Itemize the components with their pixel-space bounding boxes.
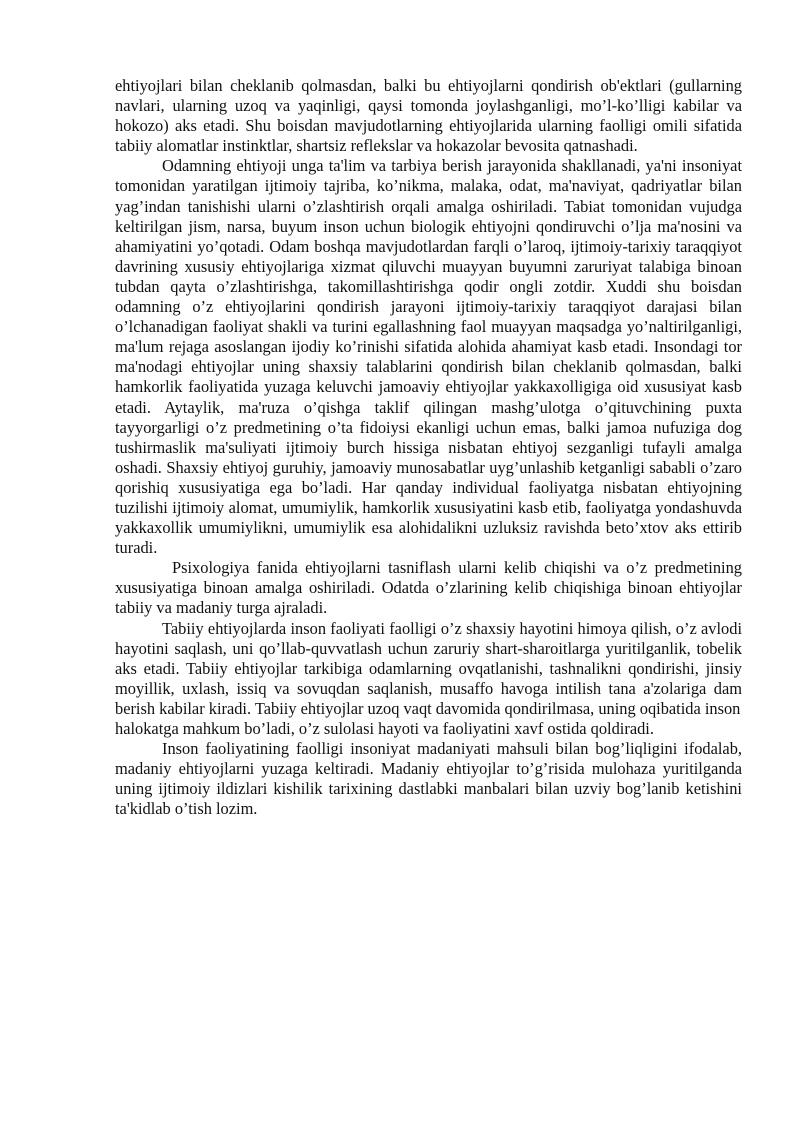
paragraph-6: Inson faoliyatining faolligi insoniyat madaniyati mahsuli bilan bog’liqligini ifodalab, madaniy ehtiyojlarni yuzaga keltiradi. Madaniy ehtiyojlar to’g’risida mulohaza yuritilganda uning ijtimoiy ildizlari kishilik tarixining dastlabki manbalari bilan uzviy bog’lanib ketishini ta'kidlab o’tish lozim. (115, 739, 742, 819)
paragraph-1: ehtiyojlari bilan cheklanib qolmasdan, balki bu ehtiyojlarni qondirish ob'ektlari (gullarning navlari, ularning uzoq va yaqinligi, qaysi tomonda joylashganligi, mo’l-ko’lligi kabilar va hokozo) aks etadi. Shu boisdan mavjudotlarning ehtiyojlarida ularning faolligi omili sifatida tabiiy alomatlar instinktlar, shartsiz reflekslar va hokazolar bevosita qatnashadi. (115, 76, 742, 156)
paragraph-4: Tabiiy ehtiyojlarda inson faoliyati faolligi o’z shaxsiy hayotini himoya qilish, o’z avlodi hayotini saqlash, uni qo’llab-quvvatlash uchun zaruriy shart-sharoitlarga yuritilganlik, tobelik aks etadi. Tabiiy ehtiyojlar tarkibiga odamlarning ovqatlanishi, tashnalikni qondirishi, jinsiy moyillik, uxlash, issiq va sovuqdan saqlanish, musaffo havoga intilish tana a'zolariga dam berish kabilar kiradi. Tabiiy ehtiyojlar uzoq vaqt davomida qondirilmasa, uning oqibatida inson (115, 618, 742, 718)
paragraph-3: Psixologiya fanida ehtiyojlarni tasniflash ularni kelib chiqishi va o’z predmetining xususiyatiga binoan amalga oshiriladi. Odatda o’zlarining kelib chiqishiga binoan ehtiyojlar tabiiy va madaniy turga ajraladi. (115, 558, 742, 618)
paragraph-5: halokatga mahkum bo’ladi, o’z sulolasi hayoti va faoliyatini xavf ostida qoldiradi. (115, 719, 654, 738)
paragraph-2: Odamning ehtiyoji unga ta'lim va tarbiya berish jarayonida shakllanadi, ya'ni insoniyat tomonidan yaratilgan ijtimoiy tajriba, ko’nikma, malaka, odat, ma'naviyat, qadriyatlar bilan yag’indan tanishishi ularni o’zlashtirish orqali amalga oshiriladi. Tabiat tomonidan vujudga keltirilgan jism, narsa, buyum inson uchun biologik ehtiyojni qondiruvchi o’lja ma'nosini va ahamiyatini yo’qotadi. Odam boshqa mavjudotlardan farqli o’laroq, ijtimoiy-tarixiy taraqqiyot davrining xususiy ehtiyojlariga xizmat qiluvchi muayyan buyumni zaruriyat talabiga binoan tubdan qayta o’zlashtirishga, takomillashtirishga qodir ongli zotdir. Xuddi shu boisdan odamning o’z ehtiyojlarini qondirish jarayoni ijtimoiy-tarixiy taraqqiyot darajasi bilan o’lchanadigan faoliyat shakli va turini egallashning faol muayyan maqsadga yo’naltirilganligi, ma'lum rejaga asoslangan ijodiy ko’rinishi sifatida alohida ahamiyat kasb etadi. Insondagi tor ma'nodagi ehtiyojlar uning shaxsiy talablarini qondirish bilan cheklanib qolmasdan, balki hamkorlik faoliyatida yuzaga keluvchi jamoaviy ehtiyojlar yakkaxolligiga oid xususiyat kasb etadi. Aytaylik, ma'ruza o’qishga taklif qilingan mashg’ulotga o’qituvchining puxta tayyorgarligi o’z predmetining o’ta fidoiysi ekanligi uchun emas, balki jamoa nufuziga dog tushirmaslik ma'suliyati ijtimoiy burch hissiga nisbatan ehtiyoj sezganligi tufayli amalga oshadi. Shaxsiy ehtiyoj guruhiy, jamoaviy munosabatlar uyg’unlashib ketganligi sababli o’zaro qorishiq xususiyatiga ega bo’ladi. Har qanday individual faoliyatga nisbatan ehtiyojning tuzilishi ijtimoiy alomat, umumiylik, hamkorlik xususiyatini kasb etib, faoliyatga yondashuvda yakkaxollik umumiylikni, umumiylik esa alohidalikni uzluksiz ravishda beto’xtov aks ettirib turadi. (115, 156, 742, 558)
document-page (115, 76, 742, 819)
